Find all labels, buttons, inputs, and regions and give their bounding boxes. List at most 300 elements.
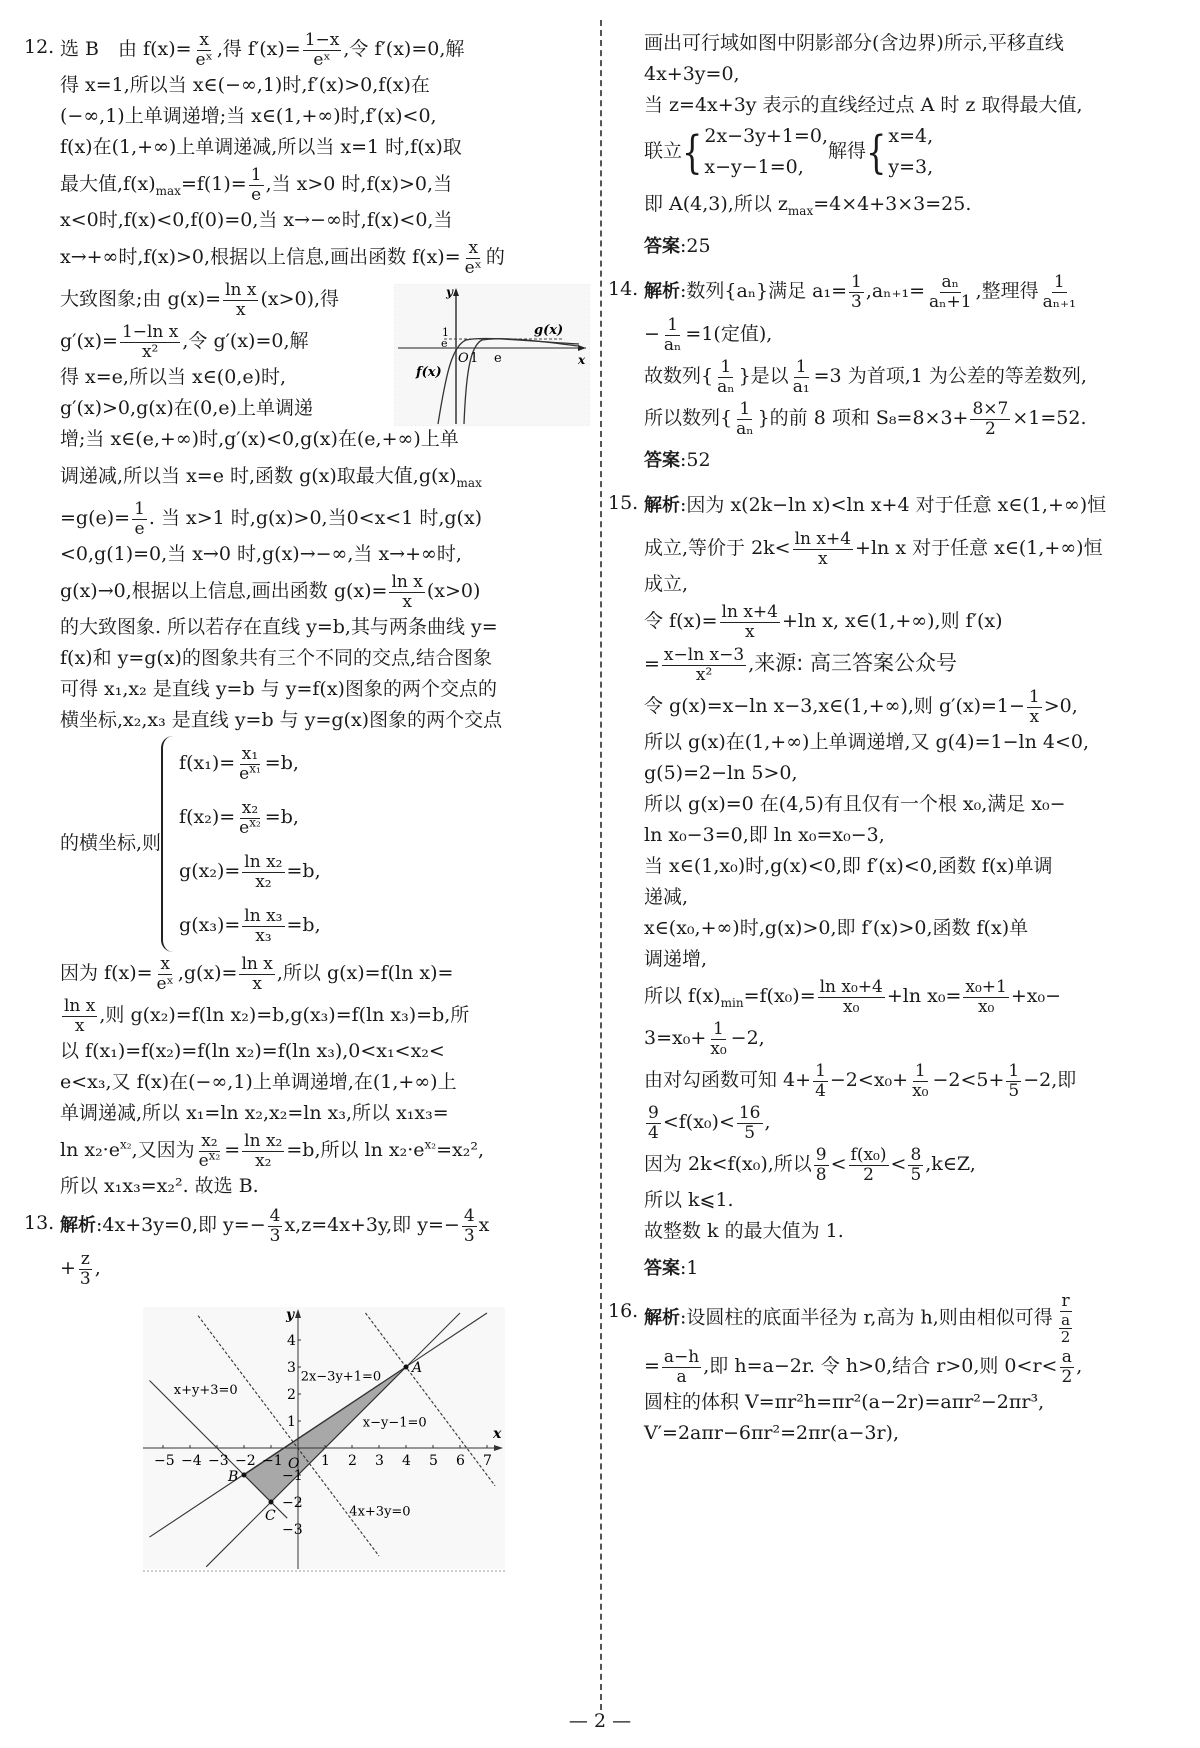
- text-line: [644, 642, 1176, 685]
- fraction-denominator: [1041, 293, 1078, 312]
- x-tick-label: 5: [429, 1453, 438, 1469]
- g-curve-label: g(x): [534, 323, 564, 338]
- text-run: ,k∈Z,: [925, 1153, 976, 1175]
- text-line: [644, 600, 1176, 642]
- math-base: e: [198, 1150, 209, 1171]
- text-run: x: [199, 29, 209, 50]
- text-run: 4: [815, 1080, 826, 1101]
- fraction-numerator: [814, 1146, 829, 1166]
- text-line: [644, 59, 1176, 90]
- fraction: [62, 997, 97, 1036]
- text-run: x: [402, 591, 412, 612]
- text-run: x∈(x₀,+∞)时,g(x)>0,即 f′(x)>0,函数 f(x)单: [644, 917, 1029, 939]
- text-run: a: [676, 1366, 687, 1387]
- text-run: 令 g(x)=x−ln x−3,x∈(1,+∞),则 g′(x)=1−: [644, 695, 1025, 717]
- text-run: <: [890, 1153, 907, 1175]
- text-run: 故数列{: [644, 365, 714, 387]
- text-run: −: [644, 323, 660, 345]
- y-tick-label: 4: [287, 1333, 296, 1349]
- text-run: 9: [648, 1102, 659, 1123]
- text-line: [179, 790, 321, 844]
- text-run: g(x₃)=: [179, 914, 241, 936]
- superscript: x₂: [424, 1137, 437, 1152]
- fraction: [1041, 273, 1078, 312]
- fraction-denominator: [132, 520, 146, 539]
- fraction-numerator: [389, 573, 424, 593]
- fraction: [1006, 1062, 1021, 1101]
- y-tick-label: −3: [282, 1522, 303, 1538]
- text-run: 所以数列{: [644, 407, 733, 429]
- text-run: x: [1029, 706, 1040, 727]
- math-term: [239, 760, 261, 784]
- fraction: [389, 573, 424, 612]
- text-run: 所以 k⩽1.: [644, 1189, 734, 1211]
- fraction: [242, 853, 284, 892]
- text-line: [60, 952, 590, 994]
- text-run: +ln x 对于任意 x∈(1,+∞)恒: [855, 537, 1103, 559]
- text-run: 1: [851, 271, 862, 292]
- point-B: [242, 1473, 247, 1478]
- text-line: [60, 1129, 590, 1171]
- text-run: aₙ: [736, 418, 754, 439]
- math-term: [109, 1139, 132, 1161]
- equation-rows: [888, 121, 933, 183]
- fraction-denominator: [1055, 1312, 1077, 1345]
- text-line: [60, 612, 590, 643]
- text-run: 5: [744, 1122, 756, 1143]
- y-tick-label: −1: [282, 1468, 303, 1484]
- x-tick-label: −5: [154, 1453, 175, 1469]
- text-run: 1: [815, 1060, 826, 1081]
- text-run: r: [1061, 1291, 1070, 1311]
- text-line: [60, 205, 590, 236]
- text-line: [644, 569, 1176, 600]
- text-run: aₙ+1: [929, 291, 972, 312]
- inv-e-numerator: 1: [442, 326, 449, 339]
- text-run: 即 A(4,3),所以: [644, 193, 778, 215]
- text-run: 递减,: [644, 886, 689, 908]
- text-run: x: [818, 548, 828, 569]
- text-run: <0,g(1)=0,当 x→0 时,g(x)→−∞,当 x→+∞时,: [60, 543, 462, 565]
- equation-rows: [704, 121, 828, 183]
- fraction-denominator: [1059, 1329, 1073, 1345]
- text-run: x=4,: [888, 125, 934, 147]
- point-A: [404, 1365, 409, 1370]
- fraction-numerator: [132, 500, 147, 520]
- text-run: x→+∞时,f(x)>0,根据以上信息,画出函数 f(x)=: [60, 246, 461, 268]
- fraction-denominator: [78, 1270, 93, 1289]
- text-run: 故整数 k 的最大值为 1.: [644, 1220, 844, 1242]
- text-line: [60, 455, 590, 497]
- fraction-numerator: [223, 281, 258, 301]
- equation-rows: [179, 736, 321, 952]
- text-run: 4x+3y=0,: [644, 63, 740, 85]
- problem-13: [24, 1204, 590, 1575]
- text-run: V′=2aπr−6πr²=2πr(a−3r),: [644, 1422, 899, 1444]
- text-run: x<0时,f(x)<0,f(0)=0,当 x→−∞时,f(x)<0,当: [60, 209, 453, 231]
- text-run: ,所以 g(x)=f(ln x)=: [276, 962, 454, 984]
- text-run: 3: [79, 1268, 91, 1289]
- origin-label: O: [458, 351, 469, 366]
- y-tick-label: 3: [287, 1360, 296, 1376]
- math-base: e: [239, 817, 250, 838]
- fraction-denominator: [140, 343, 160, 362]
- math-term: [198, 1147, 221, 1171]
- math-term: [239, 814, 261, 838]
- fraction-denominator: [250, 975, 264, 994]
- text-run: 增;当 x∈(e,+∞)时,g′(x)<0,g(x)在(e,+∞)上单: [60, 428, 459, 450]
- fraction-numerator: [462, 1207, 477, 1227]
- x-tick-label: 3: [375, 1453, 384, 1469]
- fraction-denominator: [849, 293, 864, 312]
- text-run: aₙ: [717, 376, 735, 397]
- fraction: [242, 907, 284, 946]
- text-run: 圆柱的体积 V=πr²h=πr²(a−2r)=aπr²−2πr³,: [644, 1391, 1045, 1413]
- text-run: 4: [463, 1205, 475, 1226]
- y-axis-label: y: [446, 285, 453, 299]
- math-base: f(x): [688, 985, 721, 1007]
- text-run: 调递增,: [644, 948, 708, 970]
- fraction: [249, 166, 264, 205]
- text-run: 9: [815, 1144, 827, 1165]
- tick-e-label: e: [494, 351, 502, 366]
- fraction: [927, 273, 974, 312]
- fraction-numerator: [794, 358, 809, 378]
- text-run: =b,: [264, 806, 299, 828]
- fraction-numerator: [849, 1146, 889, 1166]
- text-line: [60, 1098, 590, 1129]
- fraction-numerator: [1060, 1292, 1072, 1312]
- fraction: [1059, 1312, 1073, 1345]
- inv-e-denominator: e: [441, 337, 448, 350]
- text-run: 1: [134, 498, 145, 519]
- fraction: [708, 1020, 728, 1059]
- text-run: x₂: [201, 1130, 218, 1151]
- problem-16: [608, 1292, 1176, 1449]
- text-run: 1: [713, 1018, 724, 1039]
- text-run: x₀: [710, 1038, 727, 1059]
- text-run: x−y−1=0,: [704, 156, 804, 178]
- text-run: −2,: [730, 1027, 765, 1049]
- fraction-denominator: [237, 814, 263, 838]
- text-run: =: [644, 653, 660, 675]
- text-line: [60, 994, 590, 1036]
- superscript: x₂: [119, 1137, 132, 1152]
- fraction-denominator: [253, 927, 273, 946]
- text-run: 1−x: [304, 29, 340, 50]
- text-run: 1: [914, 1060, 926, 1081]
- fraction: [239, 955, 274, 994]
- fraction: [662, 646, 746, 685]
- fraction-denominator: [249, 186, 263, 205]
- text-run: g(x₂)=: [179, 860, 241, 882]
- section-label: 解析: [644, 1307, 680, 1329]
- fraction-numerator: [793, 530, 853, 550]
- text-run: 所以 x₁x₃=x₂². 故选 B.: [60, 1175, 259, 1197]
- text-run: 1: [1053, 271, 1065, 292]
- left-brace-icon: {: [866, 125, 887, 179]
- fraction-numerator: [718, 358, 733, 378]
- text-run: 8: [815, 1164, 827, 1185]
- x-tick-label: −4: [181, 1453, 202, 1469]
- text-line: [644, 851, 1176, 882]
- text-line: [60, 424, 590, 455]
- fraction-numerator: [268, 1207, 283, 1227]
- fraction-denominator: [268, 1227, 283, 1246]
- fraction-numerator: [242, 853, 284, 873]
- fraction-denominator: [910, 1082, 930, 1101]
- fraction-numerator: [940, 273, 962, 293]
- text-run: 5: [910, 1164, 922, 1185]
- text-line: [644, 225, 1176, 268]
- text-line: [644, 1418, 1176, 1449]
- fraction-denominator: [662, 336, 684, 355]
- text-line: [179, 898, 321, 952]
- text-run: x₂: [255, 871, 272, 892]
- problem-number: 13.: [24, 1212, 55, 1234]
- page-number: — 2 —: [568, 1710, 632, 1732]
- text-run: 以 f(x₁)=f(x₂)=f(ln x₂)=f(ln x₃),0<x₁<x₂<: [60, 1040, 445, 1062]
- fraction-denominator: [927, 293, 974, 312]
- fraction-numerator: [646, 1104, 661, 1124]
- tick-1-label: 1: [470, 351, 479, 366]
- text-line: [644, 527, 1176, 569]
- text-run: 4: [648, 1122, 659, 1143]
- text-run: 1: [1008, 1060, 1020, 1081]
- text-run: ,则 g(x₂)=f(ln x₂)=b,g(x₃)=f(ln x₃)=b,所: [99, 1004, 470, 1026]
- text-run: x₁: [241, 743, 259, 764]
- math-term: [123, 173, 181, 198]
- fraction-numerator: [1006, 1062, 1021, 1082]
- left-brace-icon: {: [682, 125, 703, 179]
- text-run: ,得 f′(x)=: [216, 38, 301, 60]
- text-run: <: [830, 1153, 847, 1175]
- text-run: =: [224, 1139, 241, 1161]
- text-run: 8: [910, 1144, 922, 1165]
- text-run: a₁: [792, 376, 810, 397]
- fraction: [242, 1132, 284, 1171]
- text-line: [644, 121, 1176, 183]
- text-line: [644, 183, 1176, 225]
- fraction-numerator: [1052, 273, 1067, 293]
- fraction-numerator: [662, 1348, 701, 1368]
- text-run: ln x+4: [794, 528, 852, 549]
- text-line: [644, 270, 1176, 313]
- text-line: [60, 70, 590, 101]
- text-run: ×1=52.: [1012, 407, 1087, 429]
- fraction-numerator: [1059, 1312, 1072, 1329]
- fraction-denominator: [1059, 1368, 1074, 1387]
- left-column: [24, 28, 590, 1577]
- text-line: [644, 1101, 1176, 1143]
- fraction-numerator: [662, 646, 746, 666]
- x-tick-label: 1: [321, 1453, 330, 1469]
- text-run: =f(1)=: [180, 173, 247, 195]
- text-line: [60, 1171, 590, 1202]
- fraction: [814, 1146, 829, 1185]
- x-tick-label: −1: [262, 1453, 283, 1469]
- fraction-denominator: [237, 760, 263, 784]
- text-run: :设圆柱的底面半径为 r,高为 h,则由相似可得: [680, 1306, 1053, 1329]
- text-run: ,令 g′(x)=0,解: [182, 330, 309, 352]
- fraction-denominator: [1006, 1082, 1021, 1101]
- text-run: ln x: [225, 279, 257, 300]
- text-run: ,即 h=a−2r. 令 h>0,结合 r>0,则 0<r<: [703, 1355, 1058, 1377]
- text-run: =4×4+3×3=25.: [813, 193, 972, 215]
- text-run: 调递减,所以当 x=e 时,函数 g(x)取最大值,: [60, 465, 419, 487]
- text-run: 1: [667, 314, 679, 335]
- text-run: x: [160, 953, 170, 974]
- text-run: 3: [269, 1225, 281, 1246]
- text-line: [179, 844, 321, 898]
- text-run: 1: [720, 356, 732, 377]
- fraction-denominator: [708, 1040, 728, 1059]
- x-tick-label: 2: [348, 1453, 357, 1469]
- text-line: [644, 28, 1176, 59]
- fraction-numerator: [242, 907, 284, 927]
- text-run: 的: [485, 246, 505, 268]
- fraction: [1055, 1292, 1077, 1345]
- text-run: :数列{aₙ}满足 a₁=: [680, 280, 848, 302]
- text-run: 因为 f(x)=: [60, 962, 153, 984]
- text-run: eˣ: [313, 49, 331, 70]
- text-run: −2<5+: [932, 1069, 1005, 1091]
- text-run: 由对勾函数可知 4+: [644, 1069, 812, 1091]
- origin-label: O: [288, 1456, 300, 1472]
- text-line: [644, 727, 1176, 758]
- text-line: [60, 132, 590, 163]
- text-run: 的大致图象. 所以若存在直线 y=b,其与两条曲线 y=: [60, 616, 498, 638]
- text-run: 最大值,: [60, 173, 124, 195]
- fraction-denominator: [311, 51, 332, 70]
- text-line: [644, 789, 1176, 820]
- fraction-denominator: [814, 1166, 829, 1185]
- math-base: f(x): [123, 173, 156, 195]
- fraction-numerator: [249, 166, 264, 186]
- fraction-denominator: [791, 378, 812, 397]
- fraction-denominator: [197, 1147, 223, 1171]
- linear-programming-figure: [143, 1307, 505, 1575]
- fraction: [715, 358, 737, 397]
- text-run: 所以: [644, 985, 689, 1007]
- text-run: =1(定值),: [685, 323, 773, 345]
- text-line: [644, 439, 1176, 482]
- text-run: x₂: [241, 797, 259, 818]
- fraction-numerator: [197, 31, 211, 51]
- text-run: eˣ: [195, 49, 213, 70]
- text-run: 2: [863, 1164, 874, 1185]
- text-run: (−∞,1)上单调递增;当 x∈(1,+∞)时,f′(x)<0,: [60, 105, 437, 127]
- text-run: ,: [748, 653, 755, 675]
- text-line: [60, 674, 590, 705]
- fraction: [120, 323, 180, 362]
- fraction: [963, 978, 1008, 1017]
- fraction: [849, 1146, 889, 1185]
- text-run: ,aₙ₊₁=: [865, 280, 926, 302]
- text-run: :因为 x(2k−ln x)<ln x+4 对于任意 x∈(1,+∞)恒: [680, 494, 1107, 516]
- math-base: g(x): [418, 465, 457, 487]
- text-run: =b,: [286, 914, 321, 936]
- text-run: 2: [1060, 1328, 1071, 1346]
- math-term: [688, 985, 744, 1010]
- text-run: aₙ: [663, 334, 682, 355]
- text-line: [644, 1185, 1176, 1216]
- point-label-B: B: [228, 1469, 239, 1485]
- fraction-numerator: [665, 316, 680, 336]
- text-run: +ln x, x∈(1,+∞),则 f′(x): [781, 610, 1003, 632]
- text-run: 所以 g(x)在(1,+∞)上单调递增,又 g(4)=1−ln 4<0,: [644, 731, 1090, 753]
- text-line: [644, 1345, 1176, 1387]
- text-run: :52: [680, 449, 711, 471]
- text-line: [644, 685, 1176, 727]
- text-line: [60, 643, 590, 674]
- x-tick-label: 6: [456, 1453, 465, 1469]
- text-line: [644, 1387, 1176, 1418]
- fraction-denominator: [234, 301, 248, 320]
- text-run: 成立,: [644, 573, 689, 595]
- fraction-numerator: [711, 1020, 726, 1040]
- text-run: 当 z=4x+3y 表示的直线经过点 A 时 z 取得最大值,: [644, 94, 1083, 116]
- fraction-numerator: [239, 955, 274, 975]
- text-run: e: [134, 518, 145, 539]
- text-run: 2: [1061, 1366, 1073, 1387]
- fraction: [1059, 1348, 1074, 1387]
- problem-continued: [608, 28, 1176, 268]
- fraction-denominator: [463, 259, 484, 278]
- text-run: . 当 x>1 时,g(x)>0,当0<x<1 时,g(x): [148, 507, 483, 529]
- fraction: [237, 799, 263, 838]
- fraction-denominator: [715, 378, 737, 397]
- text-run: =: [644, 1355, 660, 1377]
- text-run: 的横坐标,则: [60, 832, 162, 854]
- function-graph-figure: [394, 284, 590, 426]
- text-run: 当 x∈(1,x₀)时,g(x)<0,即 f′(x)<0,函数 f(x)单调: [644, 855, 1053, 877]
- text-line: [644, 313, 1176, 355]
- text-run: 成立,等价于 2k<: [644, 537, 791, 559]
- text-run: 单调递减,所以 x₁=ln x₂,x₂=ln x₃,所以 x₁x₃=: [60, 1102, 449, 1124]
- text-run: 3=x₀+: [644, 1027, 707, 1049]
- fraction: [78, 1250, 93, 1289]
- text-run: =b,: [264, 752, 299, 774]
- equation-system: [866, 121, 933, 183]
- point-C: [269, 1500, 274, 1505]
- fraction-numerator: [120, 323, 180, 343]
- text-run: }的前 8 项和 S₈=8×3+: [757, 407, 969, 429]
- problem-number: 12.: [24, 36, 55, 58]
- text-run: :1: [680, 1257, 699, 1279]
- text-run: ,整理得: [975, 280, 1039, 302]
- text-line: [644, 90, 1176, 121]
- fraction-denominator: [734, 420, 756, 439]
- x-axis-label: x: [493, 1426, 502, 1442]
- fraction-denominator: [646, 1124, 661, 1143]
- text-line: [60, 163, 590, 205]
- text-run: 画出可行域如图中阴影部分(含边界)所示,平移直线: [644, 32, 1064, 54]
- text-run: z: [80, 1248, 90, 1269]
- section-label: 答案: [644, 236, 680, 257]
- text-line: [704, 121, 828, 152]
- text-run: ,: [1076, 1355, 1083, 1377]
- math-term: [413, 1139, 436, 1161]
- fraction-denominator: [675, 1368, 689, 1387]
- source-note: 来源: 高三答案公众号: [754, 651, 957, 675]
- text-run: 8×7: [972, 398, 1009, 419]
- problem-number: 15.: [608, 492, 639, 514]
- subscript: max: [155, 183, 181, 198]
- text-run: >0,: [1043, 695, 1078, 717]
- text-run: 联立: [644, 140, 683, 162]
- problem-12: [24, 28, 590, 1202]
